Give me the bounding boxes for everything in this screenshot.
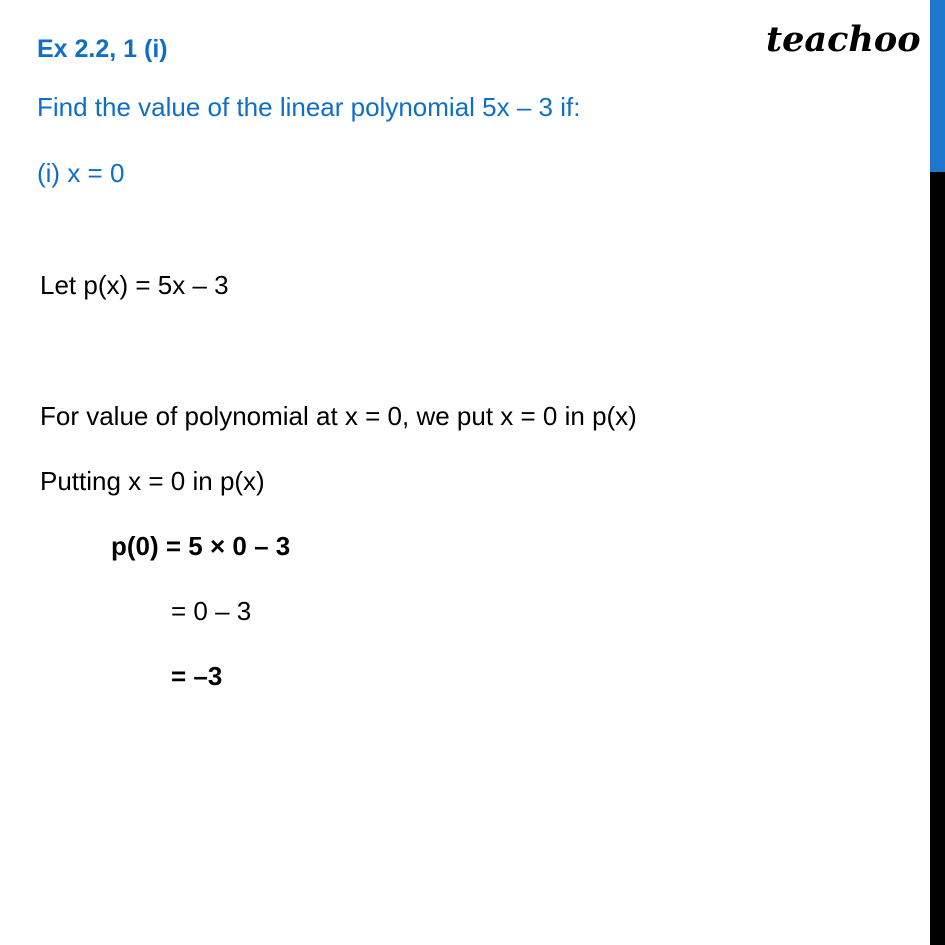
question-part: (i) x = 0 bbox=[37, 158, 125, 188]
solution-line-explanation: For value of polynomial at x = 0, we put x = 0 in p(x) bbox=[40, 401, 637, 431]
teachoo-logo: teachoo bbox=[766, 19, 921, 60]
solution-line-step: = 0 – 3 bbox=[171, 596, 252, 626]
solution-line-answer: = –3 bbox=[171, 661, 223, 691]
exercise-title: Ex 2.2, 1 (i) bbox=[37, 35, 168, 63]
side-bar bbox=[930, 0, 945, 945]
question-text: Find the value of the linear polynomial 5x – 3 if: bbox=[37, 92, 581, 122]
solution-line-let: Let p(x) = 5x – 3 bbox=[40, 270, 229, 300]
solution-line-putting: Putting x = 0 in p(x) bbox=[40, 466, 265, 496]
solution-line-substitution: p(0) = 5 × 0 – 3 bbox=[111, 531, 291, 561]
side-bar-accent bbox=[930, 0, 945, 172]
